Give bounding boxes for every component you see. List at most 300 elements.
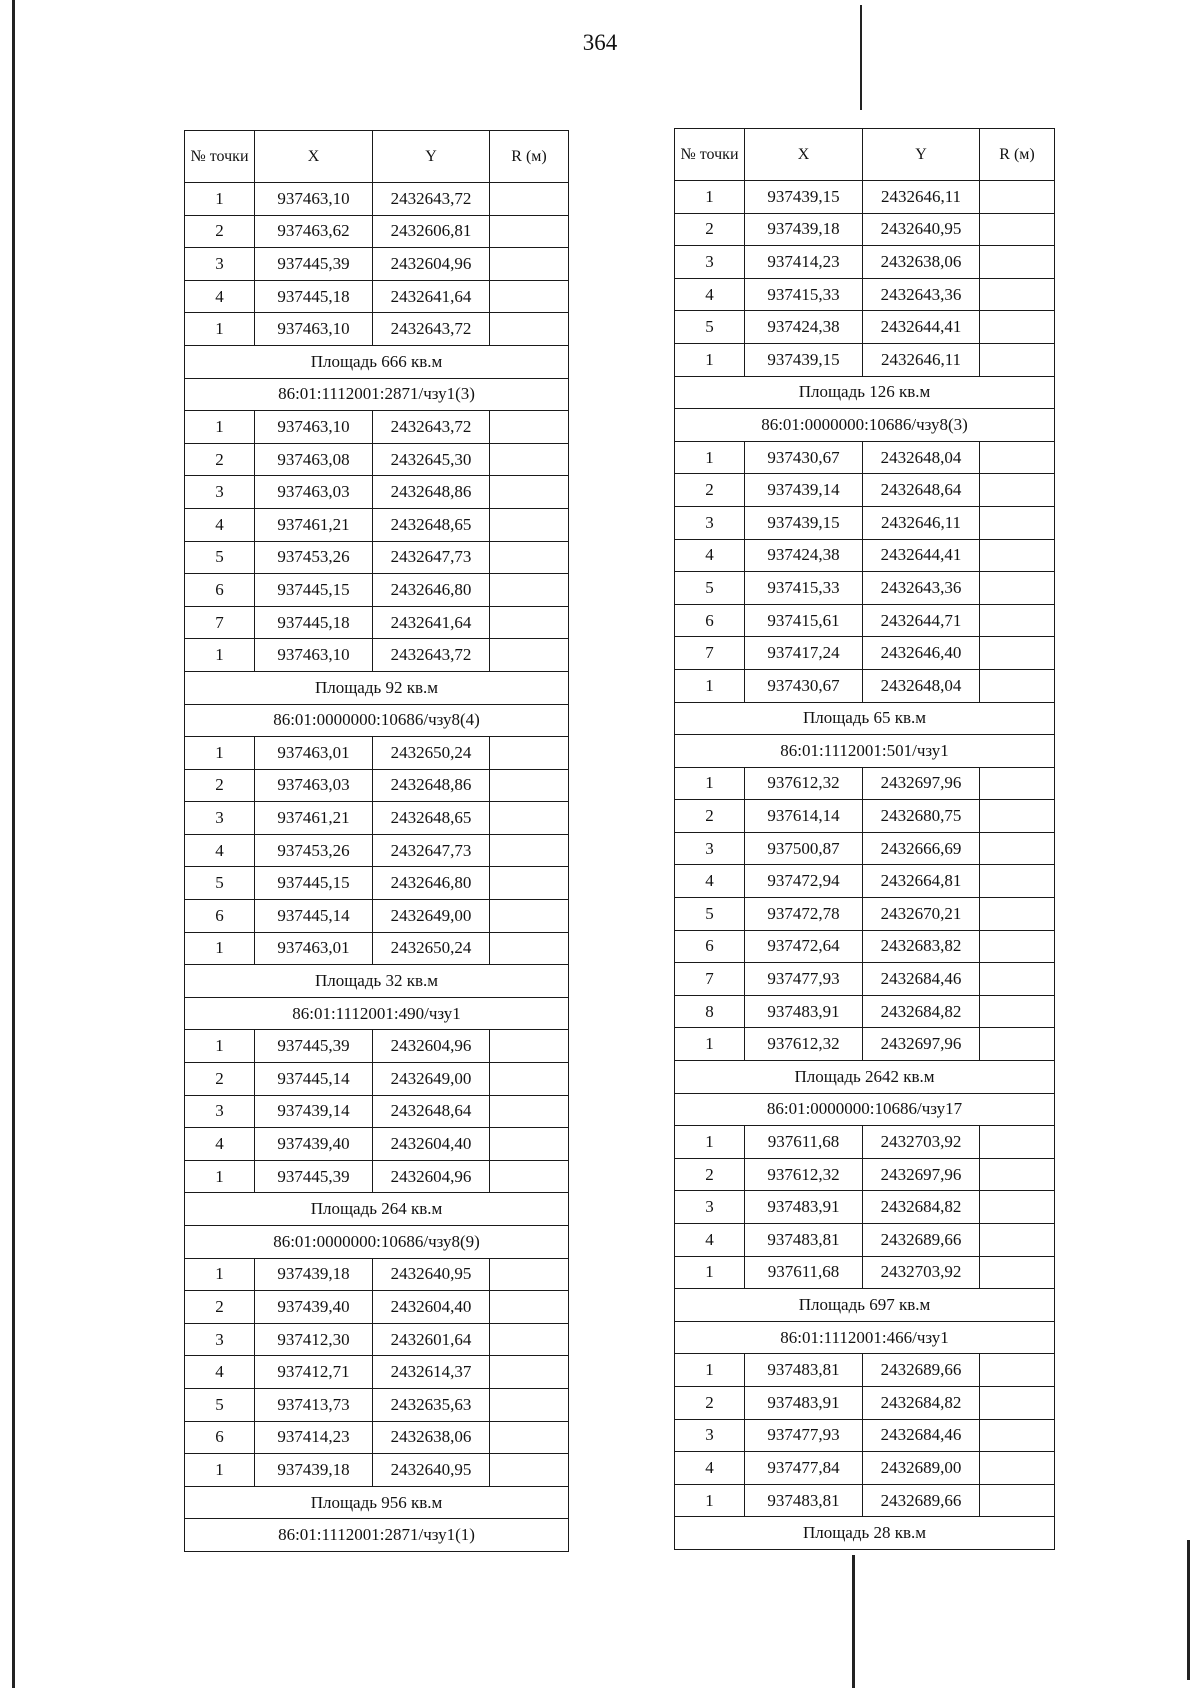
x-coordinate-cell: 937414,23 [255,1421,373,1454]
point-number-cell: 2 [185,443,255,476]
x-coordinate-cell: 937477,84 [745,1452,863,1485]
point-number-cell: 2 [675,1386,745,1419]
point-number-cell: 1 [185,183,255,216]
header-x: X [745,129,863,181]
point-number-cell: 1 [675,343,745,376]
point-number-cell: 3 [675,246,745,279]
coordinates-table-left [184,130,569,1552]
x-coordinate-cell: 937430,67 [745,441,863,474]
point-number-cell: 3 [675,832,745,865]
x-coordinate-cell: 937463,10 [255,639,373,672]
point-number-cell: 4 [675,539,745,572]
table-row [185,1388,569,1421]
point-number-cell: 3 [185,476,255,509]
radius-cell [490,280,569,313]
point-number-cell: 4 [675,1452,745,1485]
radius-cell [490,1030,569,1063]
x-coordinate-cell: 937472,94 [745,865,863,898]
radius-cell [490,411,569,444]
x-coordinate-cell: 937414,23 [745,246,863,279]
header-y: Y [863,129,980,181]
table-row [675,995,1055,1028]
y-coordinate-cell: 2432648,04 [863,441,980,474]
point-number-cell: 5 [185,1388,255,1421]
x-coordinate-cell: 937424,38 [745,311,863,344]
radius-cell [490,1160,569,1193]
table-row [185,737,569,770]
y-coordinate-cell: 2432604,96 [373,1160,490,1193]
x-coordinate-cell: 937453,26 [255,834,373,867]
section-label-row [675,735,1055,768]
x-coordinate-cell: 937445,18 [255,280,373,313]
point-number-cell: 2 [675,800,745,833]
section-label: 86:01:1112001:2871/чзу1(3) [185,378,569,411]
x-coordinate-cell: 937463,08 [255,443,373,476]
table-row [675,930,1055,963]
point-number-cell: 1 [675,441,745,474]
radius-cell [980,213,1055,246]
radius-cell [980,832,1055,865]
radius-cell [490,1258,569,1291]
section-label: 86:01:0000000:10686/чзу8(3) [675,409,1055,442]
point-number-cell: 8 [675,995,745,1028]
radius-cell [980,506,1055,539]
binding-mark-bottom [852,1555,855,1688]
y-coordinate-cell: 2432703,92 [863,1126,980,1159]
point-number-cell: 1 [675,181,745,214]
table-row [675,474,1055,507]
section-label: 86:01:1112001:2871/чзу1(1) [185,1519,569,1552]
section-label-row [675,1321,1055,1354]
x-coordinate-cell: 937472,64 [745,930,863,963]
section-label: 86:01:0000000:10686/чзу17 [675,1093,1055,1126]
x-coordinate-cell: 937439,14 [745,474,863,507]
section-label: Площадь 697 кв.м [675,1289,1055,1322]
x-coordinate-cell: 937463,03 [255,476,373,509]
table-row [675,1224,1055,1257]
x-coordinate-cell: 937445,15 [255,574,373,607]
point-number-cell: 1 [675,1028,745,1061]
point-number-cell: 3 [675,506,745,539]
radius-cell [980,767,1055,800]
radius-cell [490,737,569,770]
point-number-cell: 6 [185,1421,255,1454]
point-number-cell: 3 [185,802,255,835]
table-row [675,1028,1055,1061]
y-coordinate-cell: 2432689,66 [863,1484,980,1517]
table-row [185,769,569,802]
x-coordinate-cell: 937430,67 [745,669,863,702]
x-coordinate-cell: 937439,15 [745,181,863,214]
y-coordinate-cell: 2432638,06 [863,246,980,279]
table-row [675,441,1055,474]
table-row [185,1258,569,1291]
binding-mark-top [860,5,862,110]
x-coordinate-cell: 937415,33 [745,572,863,605]
page-number: 364 [582,30,618,55]
radius-cell [980,1126,1055,1159]
y-coordinate-cell: 2432684,82 [863,995,980,1028]
point-number-cell: 2 [675,213,745,246]
radius-cell [490,183,569,216]
x-coordinate-cell: 937445,14 [255,900,373,933]
x-coordinate-cell: 937612,32 [745,767,863,800]
y-coordinate-cell: 2432644,71 [863,604,980,637]
y-coordinate-cell: 2432604,96 [373,248,490,281]
x-coordinate-cell: 937415,61 [745,604,863,637]
y-coordinate-cell: 2432650,24 [373,737,490,770]
radius-cell [980,246,1055,279]
radius-cell [980,1452,1055,1485]
section-label: 86:01:0000000:10686/чзу8(9) [185,1226,569,1259]
y-coordinate-cell: 2432645,30 [373,443,490,476]
y-coordinate-cell: 2432641,64 [373,606,490,639]
point-number-cell: 1 [185,639,255,672]
table-row [675,963,1055,996]
table-row [185,215,569,248]
table-row [185,313,569,346]
y-coordinate-cell: 2432643,36 [863,572,980,605]
scan-edge-right [1187,1540,1190,1680]
y-coordinate-cell: 2432640,95 [863,213,980,246]
x-coordinate-cell: 937483,91 [745,995,863,1028]
table-row [185,867,569,900]
y-coordinate-cell: 2432647,73 [373,834,490,867]
y-coordinate-cell: 2432604,40 [373,1291,490,1324]
y-coordinate-cell: 2432604,96 [373,1030,490,1063]
section-label-row [675,1289,1055,1322]
radius-cell [980,865,1055,898]
y-coordinate-cell: 2432644,41 [863,539,980,572]
x-coordinate-cell: 937439,40 [255,1291,373,1324]
radius-cell [980,1191,1055,1224]
x-coordinate-cell: 937477,93 [745,963,863,996]
section-label: 86:01:1112001:501/чзу1 [675,735,1055,768]
radius-cell [980,1158,1055,1191]
table-row [675,539,1055,572]
x-coordinate-cell: 937439,40 [255,1128,373,1161]
y-coordinate-cell: 2432604,40 [373,1128,490,1161]
radius-cell [490,313,569,346]
y-coordinate-cell: 2432640,95 [373,1454,490,1487]
y-coordinate-cell: 2432666,69 [863,832,980,865]
point-number-cell: 6 [185,900,255,933]
y-coordinate-cell: 2432648,64 [863,474,980,507]
y-coordinate-cell: 2432640,95 [373,1258,490,1291]
table-row [675,604,1055,637]
section-label-row [185,378,569,411]
x-coordinate-cell: 937461,21 [255,802,373,835]
radius-cell [980,572,1055,605]
y-coordinate-cell: 2432684,82 [863,1191,980,1224]
x-coordinate-cell: 937611,68 [745,1256,863,1289]
radius-cell [980,669,1055,702]
radius-cell [980,539,1055,572]
y-coordinate-cell: 2432648,65 [373,508,490,541]
scan-edge-left [12,0,15,1688]
point-number-cell: 1 [185,932,255,965]
section-label-row [675,376,1055,409]
table-row [675,865,1055,898]
x-coordinate-cell: 937445,39 [255,1030,373,1063]
y-coordinate-cell: 2432670,21 [863,898,980,931]
x-coordinate-cell: 937463,10 [255,183,373,216]
section-label: Площадь 28 кв.м [675,1517,1055,1550]
point-number-cell: 3 [675,1191,745,1224]
x-coordinate-cell: 937445,39 [255,248,373,281]
radius-cell [980,311,1055,344]
x-coordinate-cell: 937483,91 [745,1386,863,1419]
section-label: 86:01:0000000:10686/чзу8(4) [185,704,569,737]
point-number-cell: 4 [675,865,745,898]
table-row [675,311,1055,344]
table-row [675,278,1055,311]
section-label: Площадь 126 кв.м [675,376,1055,409]
radius-cell [490,900,569,933]
point-number-cell: 1 [185,737,255,770]
header-radius: R (м) [490,131,569,183]
point-number-cell: 5 [185,541,255,574]
table-row [185,443,569,476]
radius-cell [490,1421,569,1454]
table-row [675,213,1055,246]
radius-cell [980,930,1055,963]
table-row [185,476,569,509]
table-row [675,832,1055,865]
point-number-cell: 1 [675,1126,745,1159]
table-row [185,508,569,541]
table-row [675,506,1055,539]
point-number-cell: 4 [675,1224,745,1257]
x-coordinate-cell: 937463,62 [255,215,373,248]
x-coordinate-cell: 937463,10 [255,313,373,346]
point-number-cell: 4 [185,1356,255,1389]
y-coordinate-cell: 2432646,80 [373,867,490,900]
radius-cell [490,1356,569,1389]
section-label-row [675,1061,1055,1094]
table-row [185,1030,569,1063]
radius-cell [490,769,569,802]
point-number-cell: 1 [185,1160,255,1193]
x-coordinate-cell: 937463,01 [255,737,373,770]
y-coordinate-cell: 2432643,72 [373,313,490,346]
section-label: Площадь 956 кв.м [185,1486,569,1519]
x-coordinate-cell: 937611,68 [745,1126,863,1159]
radius-cell [980,1484,1055,1517]
y-coordinate-cell: 2432697,96 [863,1028,980,1061]
x-coordinate-cell: 937415,33 [745,278,863,311]
x-coordinate-cell: 937483,81 [745,1224,863,1257]
table-row [185,1063,569,1096]
table-row [185,1323,569,1356]
section-label-row [185,1226,569,1259]
point-number-cell: 2 [675,1158,745,1191]
y-coordinate-cell: 2432614,37 [373,1356,490,1389]
x-coordinate-cell: 937412,71 [255,1356,373,1389]
section-label: Площадь 666 кв.м [185,345,569,378]
radius-cell [490,574,569,607]
radius-cell [980,1386,1055,1419]
point-number-cell: 7 [675,637,745,670]
radius-cell [490,508,569,541]
point-number-cell: 1 [185,1030,255,1063]
point-number-cell: 2 [675,474,745,507]
radius-cell [490,606,569,639]
table-row [675,1191,1055,1224]
x-coordinate-cell: 937463,10 [255,411,373,444]
radius-cell [490,1388,569,1421]
point-number-cell: 5 [675,898,745,931]
point-number-cell: 1 [675,669,745,702]
y-coordinate-cell: 2432684,46 [863,1419,980,1452]
section-label-row [675,409,1055,442]
point-number-cell: 7 [675,963,745,996]
y-coordinate-cell: 2432646,11 [863,506,980,539]
y-coordinate-cell: 2432646,11 [863,181,980,214]
y-coordinate-cell: 2432606,81 [373,215,490,248]
radius-cell [490,932,569,965]
table-row [675,181,1055,214]
section-label-row [185,1519,569,1552]
radius-cell [980,181,1055,214]
point-number-cell: 5 [675,572,745,605]
table-row [675,1386,1055,1419]
x-coordinate-cell: 937483,81 [745,1484,863,1517]
header-point-number: № точки [185,131,255,183]
y-coordinate-cell: 2432684,82 [863,1386,980,1419]
point-number-cell: 6 [675,930,745,963]
x-coordinate-cell: 937439,18 [255,1454,373,1487]
coordinates-table-right [674,128,1055,1550]
point-number-cell: 4 [185,508,255,541]
radius-cell [980,963,1055,996]
y-coordinate-cell: 2432697,96 [863,1158,980,1191]
table-row [185,639,569,672]
radius-cell [980,474,1055,507]
point-number-cell: 7 [185,606,255,639]
y-coordinate-cell: 2432635,63 [373,1388,490,1421]
table-row [185,932,569,965]
section-label: Площадь 92 кв.м [185,671,569,704]
point-number-cell: 1 [675,1484,745,1517]
point-number-cell: 2 [185,215,255,248]
table-row [675,1419,1055,1452]
radius-cell [490,867,569,900]
y-coordinate-cell: 2432638,06 [373,1421,490,1454]
section-label-row [185,965,569,998]
table-row [185,1291,569,1324]
point-number-cell: 1 [675,1354,745,1387]
y-coordinate-cell: 2432680,75 [863,800,980,833]
point-number-cell: 4 [185,834,255,867]
table-row [185,1128,569,1161]
x-coordinate-cell: 937483,91 [745,1191,863,1224]
section-label-row [675,1517,1055,1550]
y-coordinate-cell: 2432648,86 [373,769,490,802]
radius-cell [490,802,569,835]
section-label-row [675,702,1055,735]
point-number-cell: 3 [675,1419,745,1452]
y-coordinate-cell: 2432641,64 [373,280,490,313]
table-row [675,572,1055,605]
table-row [675,343,1055,376]
y-coordinate-cell: 2432648,65 [373,802,490,835]
header-radius: R (м) [980,129,1055,181]
x-coordinate-cell: 937463,01 [255,932,373,965]
section-label-row [185,345,569,378]
table-row [185,183,569,216]
y-coordinate-cell: 2432683,82 [863,930,980,963]
y-coordinate-cell: 2432643,72 [373,411,490,444]
radius-cell [980,1028,1055,1061]
point-number-cell: 1 [675,767,745,800]
radius-cell [490,476,569,509]
x-coordinate-cell: 937439,15 [745,506,863,539]
table-row [185,541,569,574]
section-label: Площадь 65 кв.м [675,702,1055,735]
y-coordinate-cell: 2432664,81 [863,865,980,898]
y-coordinate-cell: 2432689,00 [863,1452,980,1485]
y-coordinate-cell: 2432650,24 [373,932,490,965]
table-row [185,1160,569,1193]
point-number-cell: 6 [185,574,255,607]
section-label: 86:01:1112001:466/чзу1 [675,1321,1055,1354]
table-row [185,411,569,444]
section-label-row [185,671,569,704]
table-row [675,246,1055,279]
radius-cell [980,800,1055,833]
x-coordinate-cell: 937439,14 [255,1095,373,1128]
y-coordinate-cell: 2432689,66 [863,1224,980,1257]
point-number-cell: 4 [185,1128,255,1161]
point-number-cell: 1 [185,411,255,444]
header-y: Y [373,131,490,183]
radius-cell [980,1354,1055,1387]
y-coordinate-cell: 2432684,46 [863,963,980,996]
point-number-cell: 4 [185,280,255,313]
x-coordinate-cell: 937477,93 [745,1419,863,1452]
point-number-cell: 1 [185,313,255,346]
x-coordinate-cell: 937413,73 [255,1388,373,1421]
point-number-cell: 1 [675,1256,745,1289]
table-row [675,898,1055,931]
point-number-cell: 3 [185,1095,255,1128]
radius-cell [490,1323,569,1356]
section-label: Площадь 32 кв.м [185,965,569,998]
radius-cell [490,1291,569,1324]
y-coordinate-cell: 2432648,64 [373,1095,490,1128]
x-coordinate-cell: 937445,18 [255,606,373,639]
section-label: 86:01:1112001:490/чзу1 [185,997,569,1030]
x-coordinate-cell: 937483,81 [745,1354,863,1387]
radius-cell [490,541,569,574]
y-coordinate-cell: 2432646,11 [863,343,980,376]
radius-cell [980,278,1055,311]
point-number-cell: 5 [185,867,255,900]
table-row [185,1454,569,1487]
y-coordinate-cell: 2432647,73 [373,541,490,574]
table-row [675,800,1055,833]
point-number-cell: 2 [185,1291,255,1324]
table-row [185,248,569,281]
radius-cell [980,1224,1055,1257]
header-point-number: № точки [675,129,745,181]
x-coordinate-cell: 937439,18 [745,213,863,246]
point-number-cell: 6 [675,604,745,637]
radius-cell [980,1256,1055,1289]
point-number-cell: 5 [675,311,745,344]
table-row [185,574,569,607]
